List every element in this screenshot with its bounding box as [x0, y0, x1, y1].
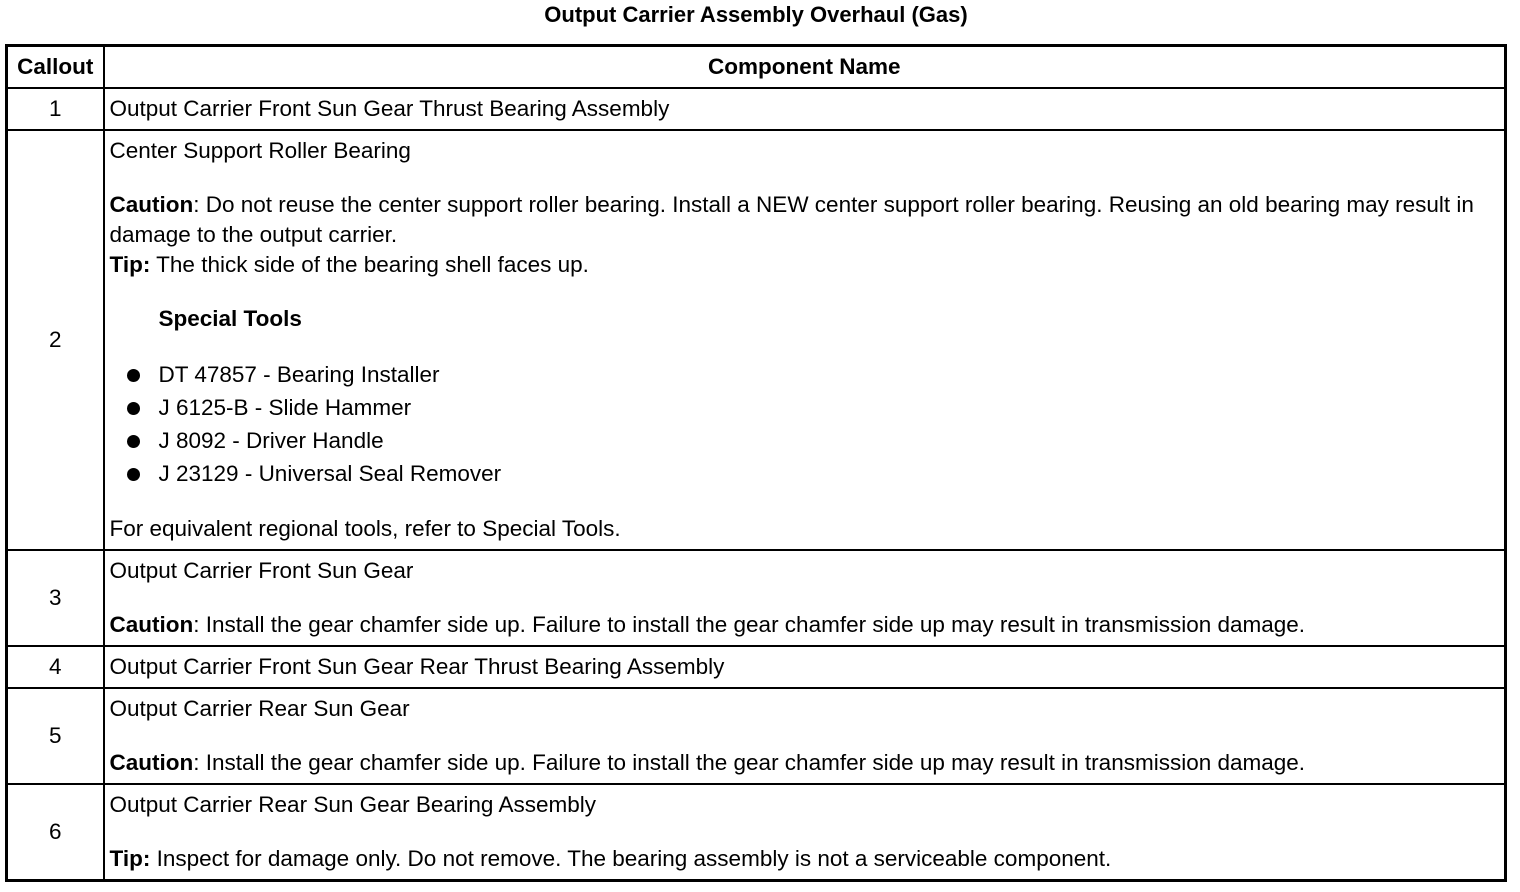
caution-note: [110, 610, 1501, 640]
regional-tools-note: For equivalent regional tools, refer to Special Tools.: [109, 516, 621, 541]
special-tools-title: Special Tools: [158, 306, 302, 331]
component-cell: [104, 688, 1506, 784]
table-row: [7, 88, 1506, 130]
table-row: [7, 130, 1506, 550]
list-item: J 8092 - Driver Handle: [110, 424, 1501, 457]
component-table: [5, 44, 1507, 882]
tip-text: Inspect for damage only. Do not remove. The bearing assembly is not a serviceable component.: [150, 846, 1112, 871]
table-row: [7, 646, 1506, 688]
caution-label: Caution: [109, 612, 194, 637]
table-row: [7, 550, 1506, 646]
component-name: Output Carrier Front Sun Gear Rear Thrust Bearing Assembly: [104, 646, 1506, 688]
caution-text: : Install the gear chamfer side up. Failure to install the gear chamfer side up may result in transmission damage.: [193, 750, 1306, 775]
component-name: Output Carrier Front Sun Gear Thrust Bearing Assembly: [104, 88, 1506, 130]
table-header-row: [7, 46, 1506, 89]
component-name: Output Carrier Rear Sun Gear: [109, 696, 410, 721]
callout-number: 4: [7, 646, 104, 688]
list-item: J 23129 - Universal Seal Remover: [110, 457, 1501, 490]
tip-note: [110, 250, 1501, 280]
tip-label: Tip:: [109, 846, 151, 871]
list-item: DT 47857 - Bearing Installer: [110, 358, 1501, 391]
tip-note: [110, 844, 1501, 874]
list-item: J 6125-B - Slide Hammer: [110, 391, 1501, 424]
table-row: [7, 688, 1506, 784]
component-name-header: Component Name: [104, 46, 1506, 89]
callout-number: 3: [7, 550, 104, 646]
callout-header: Callout: [7, 46, 104, 89]
caution-label: Caution: [109, 750, 194, 775]
component-cell: [104, 130, 1506, 550]
tip-text: The thick side of the bearing shell faces up.: [150, 252, 589, 277]
caution-label: Caution: [109, 192, 194, 217]
callout-number: 6: [7, 784, 104, 881]
callout-number: 1: [7, 88, 104, 130]
special-tools-list: [110, 358, 1501, 490]
page-title: Output Carrier Assembly Overhaul (Gas): [544, 2, 968, 27]
component-name: Output Carrier Front Sun Gear: [109, 558, 414, 583]
component-cell: [104, 784, 1506, 881]
table-row: [7, 784, 1506, 881]
caution-note: [110, 190, 1501, 250]
callout-number: 5: [7, 688, 104, 784]
callout-number: 2: [7, 130, 104, 550]
caution-text: : Install the gear chamfer side up. Failure to install the gear chamfer side up may result in transmission damage.: [193, 612, 1306, 637]
component-cell: [104, 550, 1506, 646]
tip-label: Tip:: [109, 252, 151, 277]
caution-text: : Do not reuse the center support roller bearing. Install a NEW center support roller bearing. Reusing an old bearing may result in damage to the output carrier.: [109, 192, 1474, 247]
component-name: Output Carrier Rear Sun Gear Bearing Assembly: [109, 792, 596, 817]
caution-note: [110, 748, 1501, 778]
component-name: Center Support Roller Bearing: [109, 138, 411, 163]
